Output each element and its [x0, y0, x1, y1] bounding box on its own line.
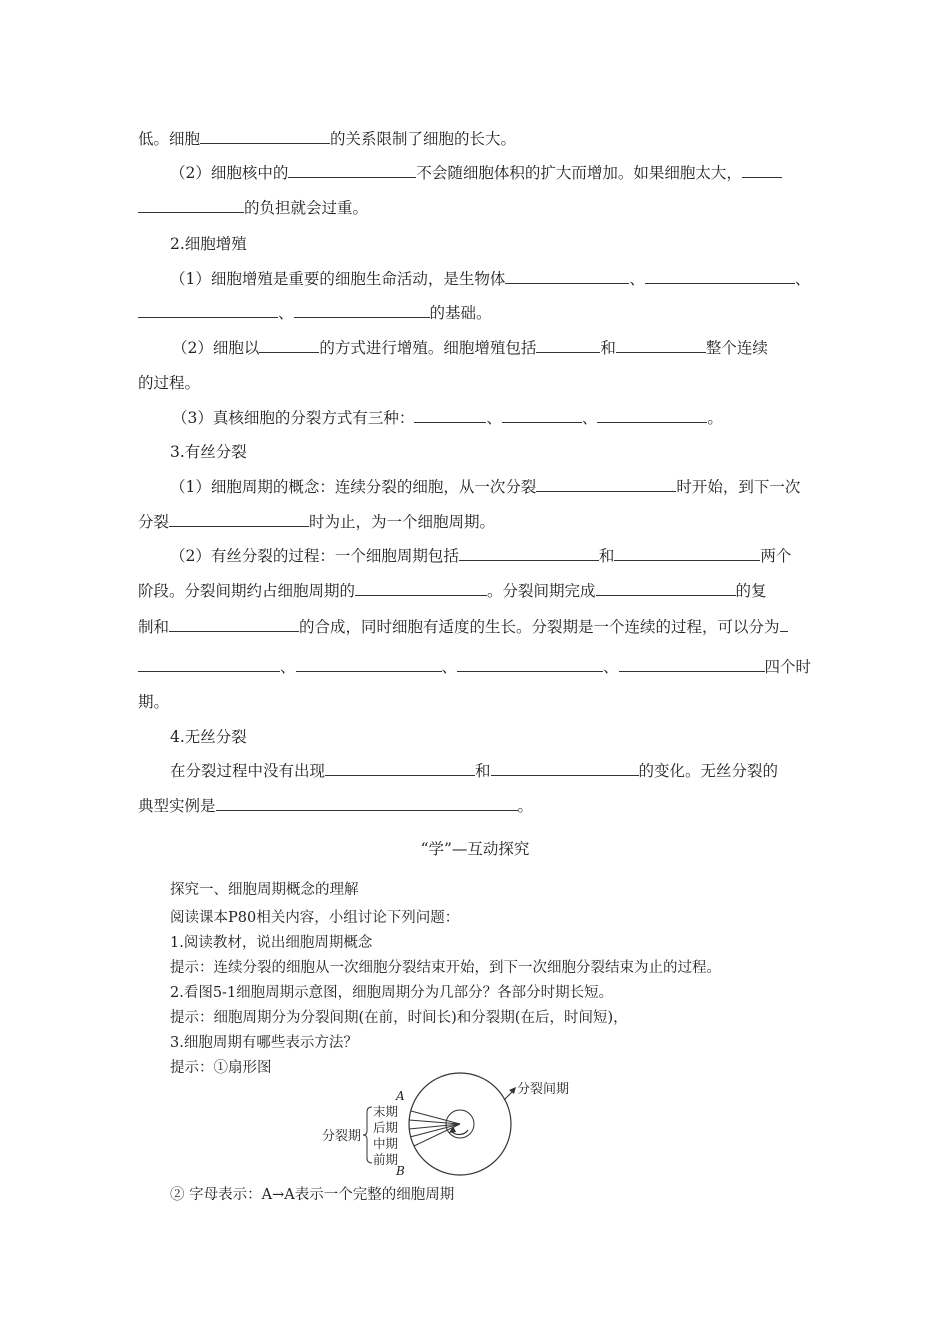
explore-hint: 提示：连续分裂的细胞从一次细胞分裂结束开始，到下一次细胞分裂结束为止的过程。: [170, 960, 721, 976]
text-segment: 、: [629, 270, 645, 288]
text-segment: 两个: [760, 547, 792, 565]
blank: [596, 580, 736, 596]
division-phase-label: 分裂期: [322, 1129, 362, 1144]
cell-cycle-diagram: [310, 1068, 610, 1180]
text-segment: 典型实例是: [138, 797, 216, 815]
blank: [616, 337, 706, 353]
text-line: [170, 545, 850, 567]
text-segment: 的关系限制了细胞的长大。: [330, 130, 517, 148]
section-title: “学”—互动探究: [420, 840, 530, 858]
section-heading: [170, 441, 850, 463]
text-segment: 期。: [138, 693, 170, 711]
text-segment: 4.无丝分裂: [170, 728, 247, 746]
text-segment: 制和: [138, 618, 170, 636]
blank: [296, 656, 442, 672]
text-line: [138, 197, 818, 219]
text-segment: 的方式进行增殖。细胞增殖包括: [319, 339, 537, 357]
text-line: [170, 476, 850, 498]
text-segment: 、: [603, 658, 619, 676]
text-segment: 、: [581, 409, 598, 427]
text-line: [138, 656, 818, 678]
text-segment: 3.有丝分裂: [170, 443, 247, 461]
blank: [742, 162, 782, 178]
point-a-label: A: [396, 1089, 405, 1103]
blank: [169, 511, 309, 527]
blank: [536, 337, 600, 353]
explore-question: 3.细胞周期有哪些表示方法？: [170, 1035, 358, 1051]
text-segment: 的变化。无丝分裂的: [638, 762, 779, 780]
explore-heading: 探究一、细胞周期概念的理解: [170, 882, 359, 898]
text-segment: （1）细胞周期的概念：连续分裂的细胞，从一次分裂: [170, 478, 537, 496]
blank: [505, 268, 629, 284]
text-segment: 四个时: [764, 658, 812, 676]
blank: [355, 580, 487, 596]
text-line: [172, 337, 852, 359]
blank: [138, 302, 278, 318]
text-segment: 的复: [735, 582, 767, 600]
text-segment: （3）真核细胞的分裂方式有三种：: [172, 409, 415, 427]
text-segment: （2）细胞以: [172, 339, 260, 357]
blank: [457, 656, 603, 672]
text-line: [170, 760, 850, 782]
blank: [491, 760, 639, 776]
blank: [536, 476, 676, 492]
text-segment: 2.细胞增殖: [170, 235, 247, 253]
text-segment: 和: [598, 547, 615, 565]
text-segment: 的合成，同时细胞有适度的生长。分裂期是一个连续的过程，可以分为: [299, 618, 780, 636]
blank: [619, 656, 765, 672]
text-segment: 和: [600, 339, 616, 357]
blank: [288, 162, 416, 178]
text-segment: 、: [278, 304, 294, 322]
explore-question: 2.看图5-1细胞周期示意图，细胞周期分为几部分？各部分时期长短。: [170, 985, 614, 1001]
text-line: [138, 691, 818, 713]
blank: [780, 616, 788, 632]
blank: [502, 407, 582, 423]
text-line: [172, 407, 852, 429]
blank: [259, 337, 319, 353]
text-segment: 。: [517, 797, 534, 815]
text-segment: 整个连续: [705, 339, 768, 357]
text-segment: 时为止，为一个细胞周期。: [309, 513, 496, 531]
interphase-arrow-head: [509, 1087, 516, 1094]
blank: [138, 656, 280, 672]
text-line: [138, 795, 818, 817]
section-heading: [170, 726, 850, 748]
text-segment: 、: [486, 409, 502, 427]
text-segment: 在分裂过程中没有出现: [170, 762, 326, 780]
blank: [645, 268, 795, 284]
text-line: [138, 128, 818, 150]
explore-hint: 提示：细胞周期分为分裂间期(在前，时间长)和分裂期(在后，时间短)，: [170, 1010, 628, 1026]
blank: [325, 760, 475, 776]
blank: [169, 616, 299, 632]
explore-line: 阅读课本P80相关内容，小组讨论下列问题：: [170, 910, 460, 926]
phase-label: 后期: [373, 1120, 399, 1135]
text-segment: 、: [794, 270, 811, 288]
phase-label: 末期: [373, 1104, 399, 1119]
blank: [216, 795, 518, 811]
text-line: [138, 372, 818, 394]
explore-hint: 提示：①扇形图: [170, 1060, 272, 1076]
text-segment: 分裂: [138, 513, 170, 531]
text-segment: 。: [707, 409, 723, 427]
blank: [138, 197, 244, 213]
text-line: [138, 580, 818, 602]
text-line: [138, 616, 818, 638]
text-line: [138, 302, 818, 324]
blank: [414, 407, 486, 423]
explore-question: 1.阅读教材，说出细胞周期概念: [170, 935, 373, 951]
text-line: [170, 268, 850, 290]
blank: [459, 545, 599, 561]
text-segment: （2）有丝分裂的过程：一个细胞周期包括: [170, 547, 459, 565]
text-segment: （1）细胞增殖是重要的细胞生命活动，是生物体: [170, 270, 506, 288]
blank: [294, 302, 430, 318]
text-segment: 时开始，到下一次: [676, 478, 801, 496]
phase-label: 前期: [373, 1152, 399, 1167]
text-segment: 低。细胞: [138, 130, 201, 148]
text-segment: 阶段。分裂间期约占细胞周期的: [138, 582, 356, 600]
text-segment: 、: [280, 658, 296, 676]
text-segment: 不会随细胞体积的扩大而增加。如果细胞太大，: [416, 164, 742, 182]
phase-brace: [363, 1107, 372, 1163]
text-segment: 的过程。: [138, 374, 201, 392]
text-line: [138, 511, 818, 533]
point-b-label: B: [396, 1164, 405, 1178]
text-segment: 和: [475, 762, 491, 780]
footer-line: ② 字母表示：A→A表示一个完整的细胞周期: [170, 1187, 455, 1203]
blank: [597, 407, 707, 423]
text-segment: 的负担就会过重。: [244, 199, 369, 217]
text-segment: （2）细胞核中的: [170, 164, 289, 182]
blank: [614, 545, 760, 561]
text-segment: 。分裂间期完成: [487, 582, 596, 600]
text-line: [170, 162, 850, 184]
text-segment: 、: [441, 658, 458, 676]
blank: [200, 128, 330, 144]
phase-label: 中期: [373, 1136, 399, 1151]
interphase-label: 分裂间期: [517, 1082, 570, 1097]
text-segment: 的基础。: [429, 304, 492, 322]
section-heading: [170, 233, 850, 255]
